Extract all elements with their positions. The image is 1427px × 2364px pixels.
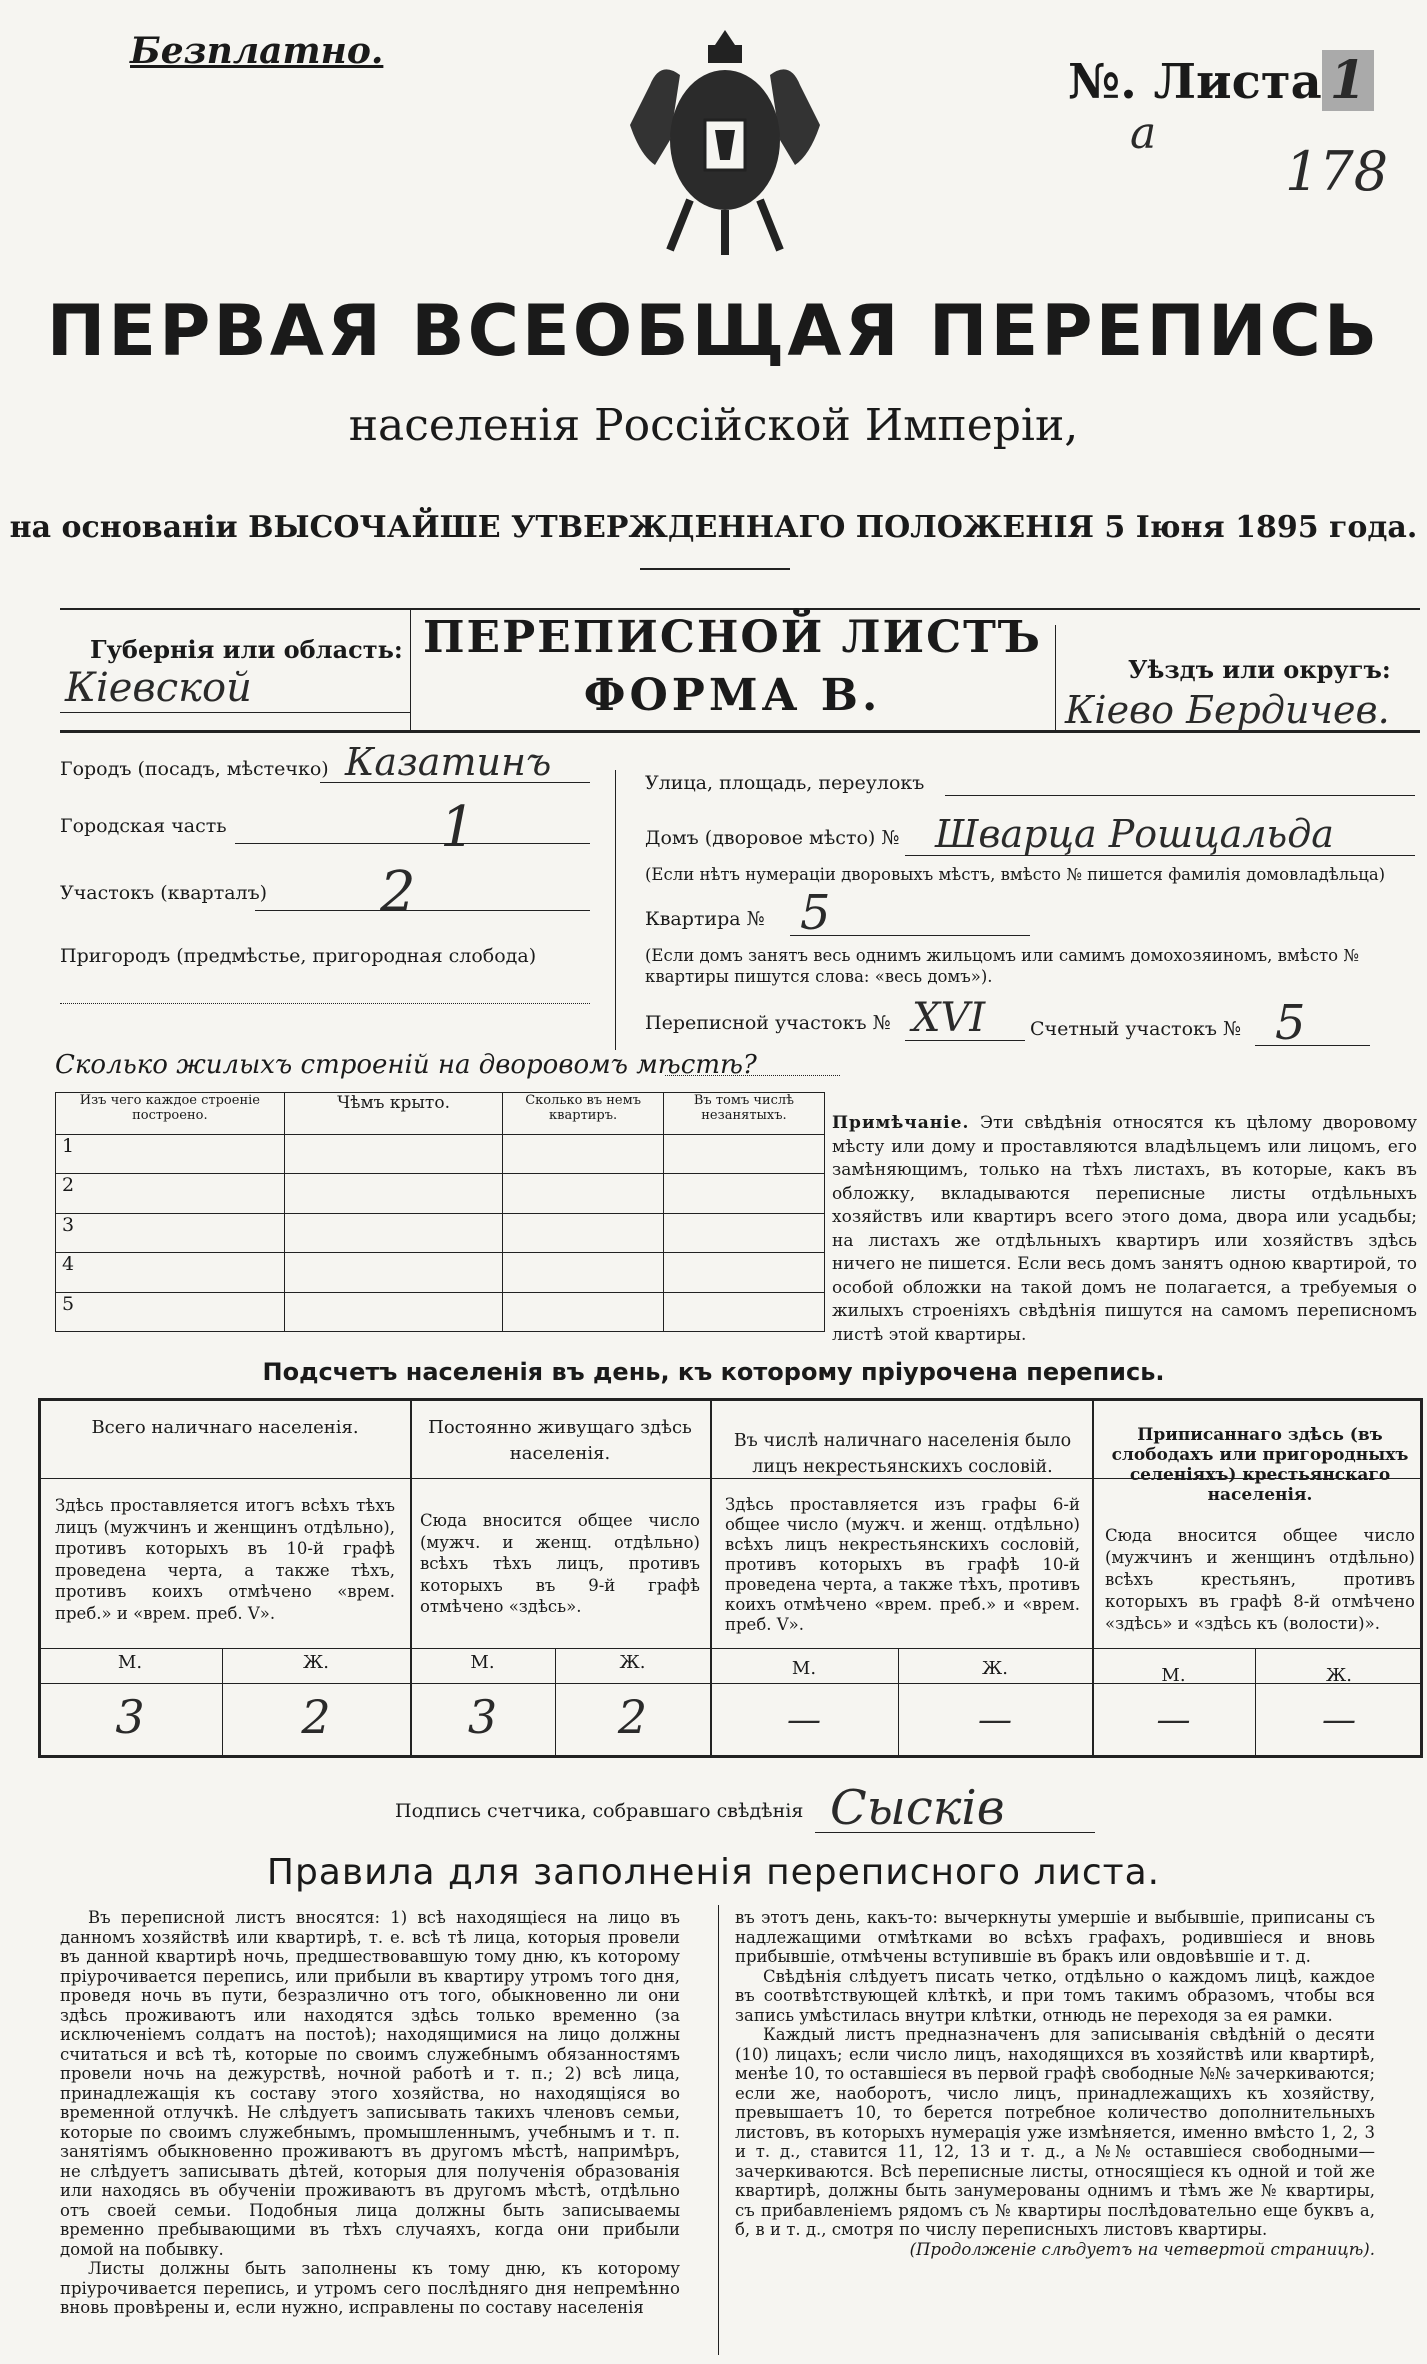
buildings-header-roof: Чѣмъ крыто. — [284, 1093, 503, 1135]
count-col3-head: Въ числѣ наличнаго населенія было лицъ некрестьянскихъ сословій. — [733, 1431, 1072, 1477]
form-head-top-rule — [60, 608, 1420, 610]
signature-rule — [815, 1832, 1095, 1833]
count-col1-f-label: Ж. — [303, 1652, 329, 1673]
count-col2-f-value: 2 — [617, 1690, 648, 1744]
form-head-divider-left — [410, 608, 411, 730]
count-col3-desc: Здѣсь проставляется изъ графы 6-й общее число (мужч. и женщ. отдѣльно) всѣхъ лицъ некрестьянскихъ сословій, противъ которыхъ въ графѣ 10-й проведена черта, а также тѣхъ, противъ коихъ отмѣчено «врем. преб.» и «врем. преб. V». — [725, 1495, 1080, 1634]
sheet-no-label-text: №. Листа — [1068, 54, 1322, 110]
schetny-rule — [1255, 1045, 1370, 1046]
uezd-label: Уѣздъ или округъ: — [1128, 655, 1391, 684]
uchastok-label: Участокъ (кварталъ) — [60, 882, 268, 904]
sheet-mark: a — [1130, 108, 1157, 159]
signature-label: Подпись счетчика, собравшаго свѣдѣнія — [395, 1800, 804, 1822]
buildings-header-apartments: Сколько въ немъ квартиръ. — [503, 1093, 664, 1135]
count-col4-m-value: — — [1156, 1700, 1191, 1740]
rules-right-column — [735, 1908, 1375, 2259]
main-title: ПЕРВАЯ ВСЕОБЩАЯ ПЕРЕПИСЬ — [46, 290, 1381, 372]
prigorod-rule — [60, 1003, 590, 1004]
dom-value: Шварца Рошцальда — [935, 812, 1334, 856]
kvartira-label: Квартира № — [645, 908, 765, 930]
table-row: 3 — [56, 1213, 285, 1252]
chast-label: Городская часть — [60, 815, 227, 837]
table-row: 1 — [56, 1134, 285, 1173]
dom-rule — [905, 855, 1415, 856]
buildings-header-vacant: Въ томъ числѣ незанятыхъ. — [663, 1093, 824, 1135]
buildings-header-material: Изъ чего каждое строеніе построено. — [56, 1093, 285, 1135]
rules-right-text: въ этотъ день, какъ-то: вычеркнуты умершіе и выбывшіе, приписаны съ надлежащими отмѣтками во всѣхъ графахъ, родившіеся и вновь прибывшіе, отмѣчены вступившіе въ бракъ или овдовѣвшіе и т. д. — [735, 1908, 1375, 1966]
count-col3-f-label: Ж. — [982, 1658, 1008, 1679]
buildings-table — [55, 1092, 825, 1332]
count-col3-m-value: — — [787, 1700, 821, 1740]
perepis-rule — [905, 1040, 1025, 1041]
count-col1-desc: Здѣсь проставляется итогъ всѣхъ тѣхъ лицъ (мужчинъ и женщинъ отдѣльно), противъ которыхъ въ 10-й графѣ проведена черта, а также тѣхъ, противъ коихъ отмѣчено «врем. преб.» и «врем. преб. V». — [55, 1496, 395, 1623]
uchastok-rule — [255, 910, 590, 911]
rules-left-column — [60, 1908, 680, 2318]
uezd-value: Кіево Бердичев. — [1065, 688, 1390, 732]
rules-divider — [718, 1905, 719, 2355]
gorod-rule — [320, 782, 590, 783]
schetny-value: 5 — [1275, 995, 1306, 1051]
table-row: 5 — [56, 1292, 285, 1332]
note-label: Примѣчаніе. — [832, 1113, 970, 1133]
count-col4-f-value: — — [1322, 1700, 1356, 1740]
count-col1-m-label: М. — [117, 1652, 143, 1673]
count-col3-f-value: — — [978, 1700, 1012, 1740]
perepis-label: Переписной участокъ № — [645, 1012, 891, 1034]
prigorod-label: Пригородъ (предмѣстье, пригородная слобода) — [60, 945, 537, 967]
count-col2-m-label: М. — [470, 1652, 495, 1673]
title-rule — [640, 568, 790, 570]
schetny-label: Счетный участокъ № — [1030, 1018, 1241, 1040]
rules-right-text-2: Свѣдѣнія слѣдуетъ писать четко, отдѣльно о каждомъ лицѣ, каждое въ соотвѣтствующей клѣткѣ, и при томъ такимъ образомъ, чтобы вся запись умѣстилась внутри клѣтки, отнюдь не переходя за ея рамки. — [735, 1966, 1375, 2025]
kvartira-note: (Если домъ занятъ весь однимъ жильцомъ или самимъ домохозяиномъ, вмѣсто № квартиры пишутся слова: «весь домъ»). — [645, 946, 1359, 986]
sheet-number-label — [1068, 50, 1374, 111]
form-title: ПЕРЕПИСНОЙ ЛИСТЪ — [423, 612, 1042, 663]
gorod-label: Городъ (посадъ, мѣстечко) — [60, 758, 329, 780]
guberniya-value: Кіевской — [65, 665, 252, 711]
count-col2-desc: Сюда вносится общее число (мужч. и женщ. отдѣльно) всѣхъ тѣхъ лицъ, противъ которыхъ въ 9-й графѣ отмѣчено «здѣсь». — [420, 1511, 700, 1616]
count-col3-m-label: М. — [791, 1658, 817, 1679]
form-type: ФОРМА В. — [583, 670, 882, 721]
guberniya-label: Губернія или область: — [90, 635, 403, 664]
subtitle: населенія Россійской Имперіи, — [348, 400, 1079, 451]
count-col4-head: Приписаннаго здѣсь (въ слободахъ или пригородныхъ селеніяхъ) крестьянскаго населенія. — [1111, 1425, 1409, 1505]
form-head-divider-right — [1055, 625, 1056, 730]
note-text: Эти свѣдѣнія относятся къ цѣлому дворовому мѣсту или дому и проставляются владѣльцемъ или лицомъ, его замѣняющимъ, только на тѣхъ листахъ, въ которые, какъ въ обложку, вкладываются переписные листы отдѣльныхъ хозяйствъ или квартиръ всего этого дома, двора или усадьбы; на листахъ же отдѣльныхъ квартиръ или хозяйствъ здѣсь ничего не пишется. Если весь домъ занятъ одною квартирой, то особой обложки на такой домъ не полагается, а требуемыя о жилыхъ строеніяхъ свѣдѣнія пишутся на самомъ переписномъ листѣ этой квартиры. — [832, 1113, 1417, 1345]
count-mf-rule-top — [38, 1648, 1423, 1649]
ulitsa-rule — [945, 795, 1415, 796]
count-col2-m-value: 3 — [467, 1690, 498, 1744]
uchastok-value: 2 — [380, 860, 416, 925]
gorod-value: Казатинъ — [345, 740, 552, 784]
basis-line: на основаніи ВЫСОЧАЙШЕ УТВЕРЖДЕННАГО ПОЛОЖЕНІЯ 5 Іюня 1895 года. — [9, 510, 1418, 545]
rules-continued: (Продолженіе слѣдуетъ на четвертой страницѣ). — [909, 2239, 1375, 2259]
count-title: Подсчетъ населенія въ день, къ которому пріурочена перепись. — [262, 1358, 1165, 1386]
chast-rule — [235, 843, 590, 844]
count-col2-f-label: Ж. — [619, 1652, 646, 1673]
guberniya-rule — [60, 712, 410, 713]
chast-value: 1 — [440, 795, 476, 860]
count-col4-f-label: Ж. — [1326, 1665, 1352, 1686]
imperial-eagle-emblem — [620, 20, 830, 270]
table-row: 2 — [56, 1174, 285, 1213]
rules-right-text-3: Каждый листъ предназначенъ для записыванія свѣдѣній о десяти (10) лицахъ; если число лицъ, находящихся въ хозяйствѣ или квартирѣ, менѣе 10, то оставшіеся въ первой графѣ свободные №№ зачеркиваются; если же, наоборотъ, число лицъ, принадлежащихъ къ хозяйству, превышаетъ 10, то берется потребное количество дополнительныхъ листовъ, въ которыхъ нумерація уже измѣняется, именно вмѣсто 1, 2, 3 и т. д., ставится 11, 12, 13 и т. д., а №№ оставшіеся свободными—зачеркиваются. Всѣ переписные листы, относящіеся къ одной и той же квартирѣ, должны быть занумерованы однимъ и тѣмъ же № квартиры, съ прибавленіемъ рядомъ съ № квартиры послѣдовательно еще буквъ а, б, в и т. д., смотря по числу переписныхъ листовъ квартиры. — [735, 2025, 1375, 2239]
table-row: 4 — [56, 1253, 285, 1292]
address-divider — [615, 770, 616, 1050]
rules-title: Правила для заполненія переписного листа. — [266, 1852, 1161, 1893]
count-col1-head: Всего наличнаго населенія. — [91, 1417, 359, 1438]
count-col1-f-value: 2 — [301, 1690, 331, 1744]
ulitsa-label: Улица, площадь, переулокъ — [645, 772, 925, 794]
rules-left-text: Въ переписной листъ вносятся: 1) всѣ находящіеся на лицо въ данномъ хозяйствѣ или квартирѣ, т. е. всѣ тѣ лица, которыя провели въ данной квартирѣ ночь, предшествовавшую тому дню, къ которому пріурочивается перепись, или прибыли въ квартиру утромъ того дня, проведя ночь въ пути, безразлично отъ того, обыкновенно ли они здѣсь проживаютъ или находятся здѣсь только временно (за исключеніемъ солдатъ на постоѣ); находящимися на лицо должны считаться и всѣ тѣ, которые по своимъ служебнымъ обязанностямъ провели ночь на дежурствѣ, ночной работѣ и т. п.; 2) всѣ лица, принадлежащія къ составу этого хозяйства, но находящіяся во временной отлучкѣ. Не слѣдуетъ записывать такихъ членовъ семьи, которые по своимъ служебнымъ, промышленнымъ, учебнымъ и т. п. занятіямъ обыкновенно проживаютъ въ другомъ мѣстѣ, напримѣръ, не слѣдуетъ записывать дѣтей, которыя для полученія образованія или находясь въ обученіи проживаютъ въ другомъ мѣстѣ, отдѣльно отъ своей семьи. Подобныя лица должны быть записываемы временно пребывающими въ тѣхъ случаяхъ, когда они прибыли домой на побывку. — [60, 1908, 680, 2259]
dom-note: (Если нѣтъ нумераціи дворовыхъ мѣстъ, вмѣсто № пишется фамилія домовладѣльца) — [645, 865, 1386, 884]
buildings-question: Сколько жилыхъ строеній на дворовомъ мѣстѣ? — [55, 1050, 757, 1080]
signature-value: Сысків — [830, 1780, 1005, 1836]
free-label: Безплатно. — [130, 30, 384, 72]
sheet-number-hand: 178 — [1285, 140, 1389, 203]
sheet-no-hand: 1 — [1322, 50, 1374, 111]
note-block — [832, 1112, 1417, 1347]
perepis-value: XVI — [912, 995, 986, 1041]
count-col4-desc: Сюда вносится общее число (мужчинъ и женщинъ отдѣльно) всѣхъ крестьянъ, противъ которыхъ въ графѣ 8-й отмѣчено «здѣсь» и «здѣсь къ (волости)». — [1105, 1526, 1415, 1633]
count-col1-m-value: 3 — [115, 1690, 145, 1744]
kvartira-rule — [790, 935, 1030, 936]
buildings-question-rule — [665, 1075, 840, 1076]
rules-left-text-2: Листы должны быть заполнены къ тому дню, къ которому пріурочивается перепись, и утромъ сего послѣдняго дня непремѣнно вновь провѣрены и, если нужно, исправлены по составу населенія — [60, 2259, 680, 2317]
dom-label: Домъ (дворовое мѣсто) № — [645, 827, 900, 849]
kvartira-value: 5 — [800, 885, 831, 941]
count-col2-head: Постоянно живущаго здѣсь населенія. — [428, 1417, 692, 1464]
count-col4-m-label: М. — [1161, 1665, 1186, 1686]
